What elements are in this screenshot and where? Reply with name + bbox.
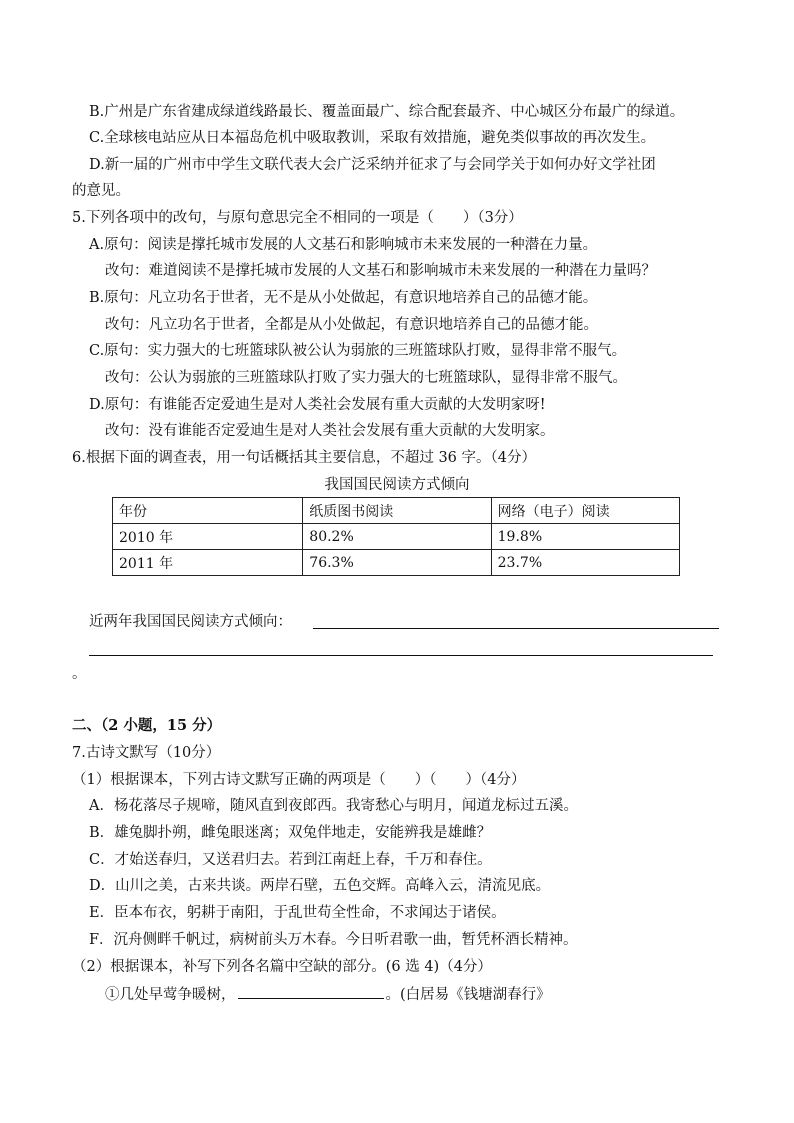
cell-online: 23.7% <box>491 550 679 576</box>
header-year: 年份 <box>113 498 303 524</box>
cell-paper: 80.2% <box>303 524 491 550</box>
q7-sub1: （1）根据课本，下列古诗文默写正确的两项是（ ）（ ）（4分） <box>72 772 526 788</box>
cell-paper: 76.3% <box>303 550 491 576</box>
q5-a-original: A.原句：阅读是撑托城市发展的人文基石和影响城市未来发展的一种潜在力量。 <box>89 237 598 253</box>
option-c-prev: C.全球核电站应从日本福岛危机中吸取教训，采取有效措施，避免类似事故的再次发生。 <box>89 130 656 146</box>
q7-item-1-prefix: ①几处早莺争暖树， <box>105 987 236 1003</box>
q7-option-b: B．雄兔脚扑朔，雌兔眼迷离；双兔伴地走，安能辨我是雄雌？ <box>89 825 492 841</box>
answer-blank-2[interactable] <box>89 655 713 656</box>
q5-d-original: D.原句：有谁能否定爱迪生是对人类社会发展有重大贡献的大发明家呀! <box>89 397 546 413</box>
q5-d-revised: 改句：没有谁能否定爱迪生是对人类社会发展有重大贡献的大发明家。 <box>105 423 555 439</box>
cell-year: 2010 年 <box>113 524 303 550</box>
answer-end-mark: 。 <box>72 666 87 682</box>
answer-blank-1[interactable] <box>313 628 719 629</box>
header-online: 网络（电子）阅读 <box>491 498 679 524</box>
section-2-heading: 二、（2 小题，15 分） <box>72 717 222 734</box>
q7-item-1-blank[interactable] <box>238 984 384 999</box>
q7-option-a: A．杨花落尽子规啼，随风直到夜郎西。我寄愁心与明月，闻道龙标过五溪。 <box>89 798 578 814</box>
q5-a-revised: 改句：难道阅读不是撑托城市发展的人文基石和影响城市未来发展的一种潜在力量吗？ <box>105 263 656 279</box>
q7-option-d: D．山川之美，古来共谈。两岸石壁，五色交辉。高峰入云，清流见底。 <box>89 878 551 894</box>
question-6-stem: 6.根据下面的调查表，用一句话概括其主要信息，不超过 36 字。（4分） <box>72 450 536 466</box>
question-7-stem: 7.古诗文默写（10分） <box>72 745 221 761</box>
header-paper: 纸质图书阅读 <box>303 498 491 524</box>
option-b-prev: B.广州是广东省建成绿道线路最长、覆盖面最广、综合配套最齐、中心城区分布最广的绿道。 <box>89 104 685 120</box>
q7-item-1-suffix: 。(白居易《钱塘湖春行》 <box>385 987 551 1003</box>
q7-option-e: E．臣本布衣，躬耕于南阳，于乱世苟全性命，不求闻达于诸侯。 <box>89 905 506 921</box>
q7-item-1 <box>105 984 551 1005</box>
answer-prompt: 近两年我国国民阅读方式倾向： <box>89 614 292 630</box>
survey-table <box>112 497 680 576</box>
table-header-row <box>113 498 680 524</box>
question-5-stem: 5.下列各项中的改句，与原句意思完全不相同的一项是（ ）（3分） <box>72 210 523 226</box>
table-row <box>113 550 680 576</box>
cell-year: 2011 年 <box>113 550 303 576</box>
q7-option-f: F．沉舟侧畔千帆过，病树前头万木春。今日听君歌一曲，暂凭杯酒长精神。 <box>89 932 578 948</box>
q5-b-revised: 改句：凡立功名于世者，全都是从小处做起，有意识地培养自己的品德才能。 <box>105 317 598 333</box>
q5-c-revised: 改句：公认为弱旅的三班篮球队打败了实力强大的七班篮球队，显得非常不服气。 <box>105 370 627 386</box>
q5-b-original: B.原句：凡立功名于世者，无不是从小处做起，有意识地培养自己的品德才能。 <box>89 290 598 306</box>
q7-sub2: （2）根据课本，补写下列各名篇中空缺的部分。(6 选 4)（4分） <box>72 959 492 975</box>
table-title: 我国国民阅读方式倾向 <box>324 477 470 493</box>
q7-option-c: C．才始送春归，又送君归去。若到江南赶上春，千万和春住。 <box>89 852 492 868</box>
option-d-prev-line1: D.新一届的广州市中学生文联代表大会广泛采纳并征求了与会同学关于如何办好文学社团 <box>89 157 656 173</box>
option-d-prev-line2: 的意见。 <box>72 183 130 199</box>
table-row <box>113 524 680 550</box>
cell-online: 19.8% <box>491 524 679 550</box>
q5-c-original: C.原句：实力强大的七班篮球队被公认为弱旅的三班篮球队打败，显得非常不服气。 <box>89 343 627 359</box>
